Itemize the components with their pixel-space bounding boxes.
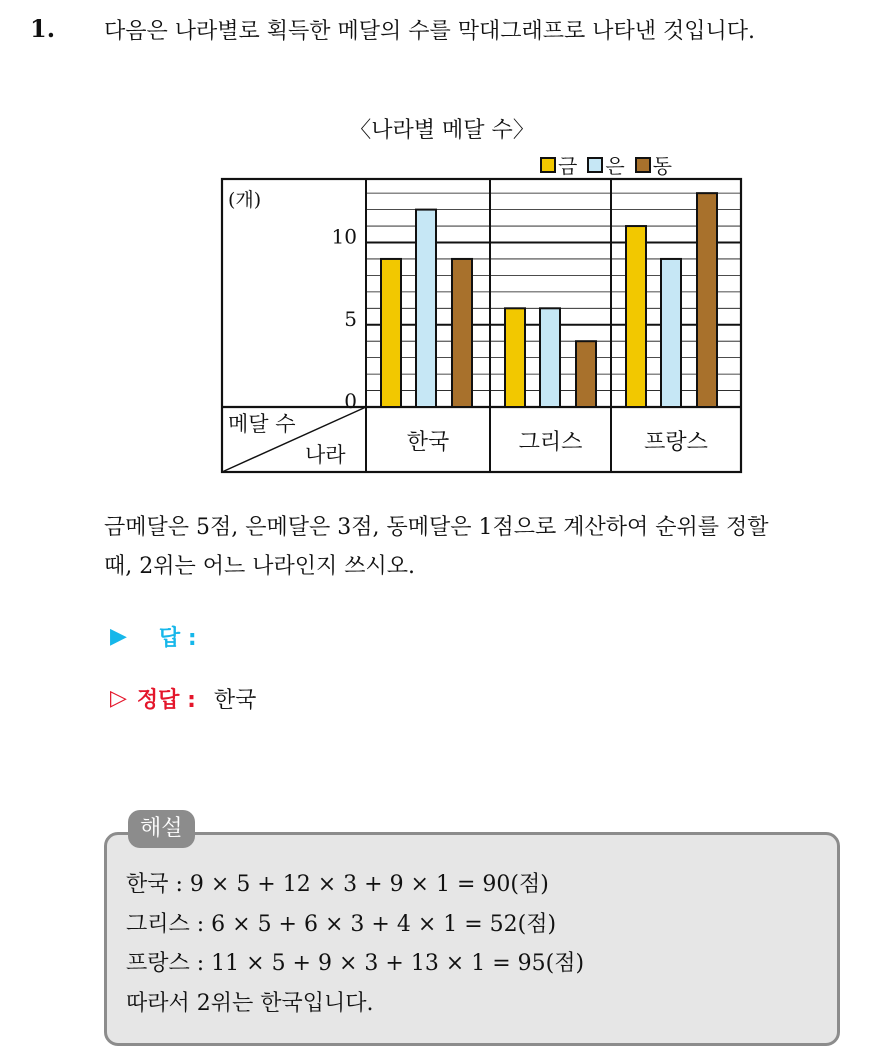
- category-label: 한국: [406, 430, 450, 455]
- bar: [452, 259, 472, 407]
- category-label: 프랑스: [644, 430, 708, 455]
- answer-row: [110, 621, 209, 652]
- legend-label-bronze: 동: [652, 154, 672, 178]
- y-tick-label: 10: [331, 224, 357, 249]
- bar: [697, 193, 717, 407]
- legend-label-silver: 은: [605, 154, 625, 178]
- explanation-line: 그리스 : 6 × 5 + 6 × 3 + 4 × 1 = 52(점): [126, 911, 557, 937]
- correct-answer-value: 한국: [213, 688, 257, 713]
- bar: [661, 259, 681, 407]
- chart-title: 〈나라별 메달 수〉: [349, 118, 535, 143]
- bar: [576, 341, 596, 407]
- y-tick-label: 5: [344, 306, 357, 331]
- corner-label-medals: 메달 수: [228, 412, 296, 436]
- y-unit-label: (개): [228, 189, 262, 211]
- condition-text: [104, 508, 874, 586]
- correct-answer-row: [110, 683, 256, 714]
- bar: [626, 226, 646, 407]
- bar: [416, 210, 436, 407]
- explanation-lines: [126, 865, 584, 1023]
- explanation-line: 프랑스 : 11 × 5 + 9 × 3 + 13 × 1 = 95(점): [126, 951, 585, 976]
- correct-marker-icon: ▷: [110, 686, 127, 711]
- correct-answer-label: 정답 :: [136, 688, 196, 713]
- answer-label: 답 :: [158, 626, 197, 651]
- medal-bar-chart: [0, 0, 884, 500]
- explanation-line: 한국 : 9 × 5 + 12 × 3 + 9 × 1 = 90(점): [126, 872, 549, 897]
- bar: [505, 308, 525, 407]
- category-label: 그리스: [518, 430, 583, 455]
- corner-label-country: 나라: [305, 443, 346, 467]
- y-tick-label: 0: [344, 389, 357, 413]
- question-text: 다음은 나라별로 획득한 메달의 수를 막대그래프로 나타낸 것입니다.: [104, 19, 756, 44]
- condition-line-2: 때, 2위는 어느 나라인지 쓰시오.: [104, 554, 415, 579]
- legend-label-gold: 금: [558, 154, 578, 178]
- bar: [540, 308, 560, 407]
- explanation-tag: 해설: [128, 810, 195, 848]
- explanation-line: 따라서 2위는 한국입니다.: [126, 990, 374, 1016]
- bar: [381, 259, 401, 407]
- question-number: 1.: [30, 14, 56, 43]
- answer-marker-icon: ▶: [110, 624, 127, 649]
- condition-line-1: 금메달은 5점, 은메달은 3점, 동메달은 1점으로 계산하여 순위를 정할: [104, 515, 769, 540]
